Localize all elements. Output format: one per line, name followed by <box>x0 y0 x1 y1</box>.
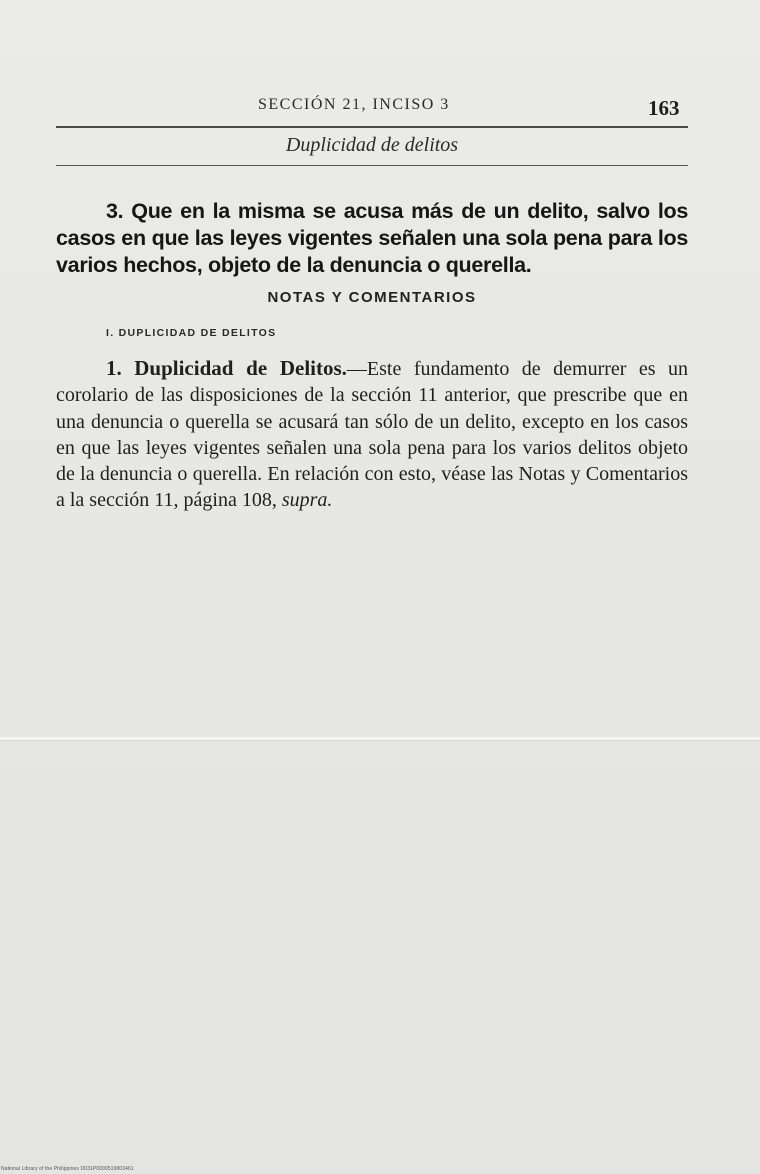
commentary-paragraph <box>56 355 688 514</box>
page-fold-line <box>0 737 760 740</box>
paragraph-text: —Este fundamento de demurrer es un corolario de las disposiciones de la sección 11 anterior, que prescribe que en una denuncia o querella se acusará tan sólo de un delito, excepto en los casos en que las leyes vigentes señalen una sola pena para los varios delitos objeto de la denuncia o querella. En relación con esto, véase las Notas y Comentarios a la sección 11, página 108, <box>56 358 689 512</box>
notes-heading: NOTAS Y COMENTARIOS <box>267 289 477 306</box>
page-number: 163 <box>648 96 680 120</box>
section-label: I. DUPLICIDAD DE DELITOS <box>106 327 277 339</box>
scan-credit: National Library of the Philippines D031P0000519803461 <box>1 1166 134 1172</box>
running-head: SECCIÓN 21, INCISO 3 <box>258 96 450 113</box>
clause-number: 3. <box>106 199 124 223</box>
clause-text: Que en la misma se acusa más de un delito, salvo los casos en que las leyes vigentes señalen una sola pena para los varios hechos, objeto de la denuncia o querella. <box>56 199 688 277</box>
supra-reference: supra. <box>281 489 333 512</box>
header-rule-bottom <box>56 165 688 166</box>
paragraph-number: 1. <box>106 356 122 380</box>
page-subtitle: Duplicidad de delitos <box>285 134 459 156</box>
statute-clause <box>56 198 688 279</box>
header-rule-top <box>56 126 688 128</box>
paragraph-title: Duplicidad de Delitos. <box>134 356 347 380</box>
